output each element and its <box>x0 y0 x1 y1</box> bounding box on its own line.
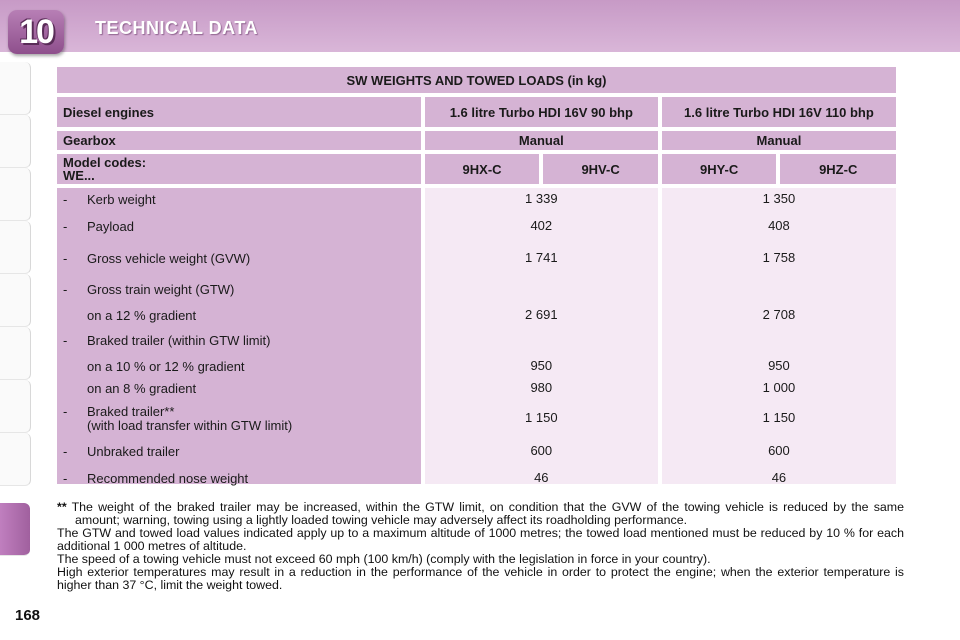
model-code: 9HV-C <box>543 154 658 184</box>
side-tab[interactable] <box>0 433 31 486</box>
side-tab[interactable] <box>0 274 31 327</box>
row-label: on a 12 % gradient <box>87 308 197 323</box>
side-tab[interactable] <box>0 115 31 168</box>
model-code: 9HZ-C <box>780 154 896 184</box>
model-codes-label-line1: Model codes: <box>63 155 147 170</box>
value-cell: 1 150 <box>762 410 796 425</box>
gearbox-1: Manual <box>425 131 658 150</box>
value-cell: 2 708 <box>762 307 796 322</box>
side-tab[interactable] <box>0 168 31 221</box>
value-cell: 46 <box>534 470 549 485</box>
model-codes-label-line2: WE... <box>63 168 95 183</box>
model-code: 9HY-C <box>662 154 777 184</box>
row-label: on an 8 % gradient <box>87 381 197 396</box>
row-label: - Braked trailer (within GTW limit) <box>63 333 271 348</box>
gearbox-2: Manual <box>662 131 896 150</box>
value-cell: 1 758 <box>762 250 796 265</box>
row-label: - Braked trailer** (with load transfer within GTW limit) <box>63 404 293 433</box>
value-cell: 950 <box>768 358 790 373</box>
weights-table <box>53 63 900 488</box>
value-cell: 600 <box>530 443 553 458</box>
side-tab[interactable] <box>0 221 31 274</box>
chapter-number: 10 <box>19 13 53 51</box>
chapter-title: TECHNICAL DATA <box>95 18 258 38</box>
labels-column <box>57 188 421 484</box>
row-label: - Gross train weight (GTW) <box>63 282 235 297</box>
model-code: 9HX-C <box>425 154 540 184</box>
side-tab[interactable] <box>0 380 31 433</box>
engine-2: 1.6 litre Turbo HDI 16V 110 bhp <box>662 97 896 127</box>
value-cell: 408 <box>768 218 790 233</box>
note-speed: The speed of a towing vehicle must not exceed 60 mph (100 km/h) (comply with the legislation in force in your country). <box>57 552 711 566</box>
row-label: on a 10 % or 12 % gradient <box>87 359 245 374</box>
gearbox-label: Gearbox <box>57 131 421 150</box>
value-cell: 1 339 <box>525 191 558 206</box>
value-cell: 980 <box>530 380 553 395</box>
engine-1: 1.6 litre Turbo HDI 16V 90 bhp <box>425 97 658 127</box>
chapter-badge <box>8 10 64 54</box>
side-tab[interactable] <box>0 62 31 115</box>
value-cell: 402 <box>530 218 553 233</box>
row-label: - Gross vehicle weight (GVW) <box>63 251 251 266</box>
value-cell: 950 <box>530 358 553 373</box>
footnote <box>57 501 904 527</box>
page-number: 168 <box>15 607 41 624</box>
note-altitude: The GTW and towed load values indicated apply up to a maximum altitude of 1000 metres; the towed load mentioned must be reduced by 10 % for each additional 1 000 metres of altitude. <box>57 526 904 553</box>
footnote-mark: ** <box>57 500 67 514</box>
engines-label: Diesel engines <box>57 97 421 127</box>
footnote-text: The weight of the braked trailer may be increased, within the GTW limit, on condition that the GVW of the towing vehicle is reduced by the same amount; warning, towing using a lightly loaded towing vehicle may adversely affect its roadholding performance. <box>71 500 904 527</box>
notes <box>57 501 904 592</box>
value-cell: 1 741 <box>525 250 558 265</box>
value-cell: 2 691 <box>525 307 558 322</box>
value-cell: 46 <box>771 470 787 485</box>
side-tab[interactable] <box>0 327 31 380</box>
values-column-engine-1 <box>425 188 658 484</box>
value-cell: 600 <box>768 443 790 458</box>
row-label: - Kerb weight <box>63 192 156 207</box>
row-label: - Payload <box>63 219 134 234</box>
value-cell: 1 350 <box>762 191 796 206</box>
table-title: SW WEIGHTS AND TOWED LOADS (in kg) <box>57 67 896 93</box>
row-label: - Recommended nose weight <box>63 471 249 486</box>
value-cell: 1 000 <box>762 380 796 395</box>
value-cell: 1 150 <box>525 410 558 425</box>
model-codes-label <box>57 154 421 184</box>
values-column-engine-2 <box>662 188 896 484</box>
row-label: - Unbraked trailer <box>63 444 180 459</box>
side-tab-active[interactable] <box>0 503 30 556</box>
note-temperature: High exterior temperatures may result in a reduction in the performance of the vehicle in order to protect the engine; when the exterior temperature is higher than 37 °C, limit the weight towed. <box>57 565 904 592</box>
